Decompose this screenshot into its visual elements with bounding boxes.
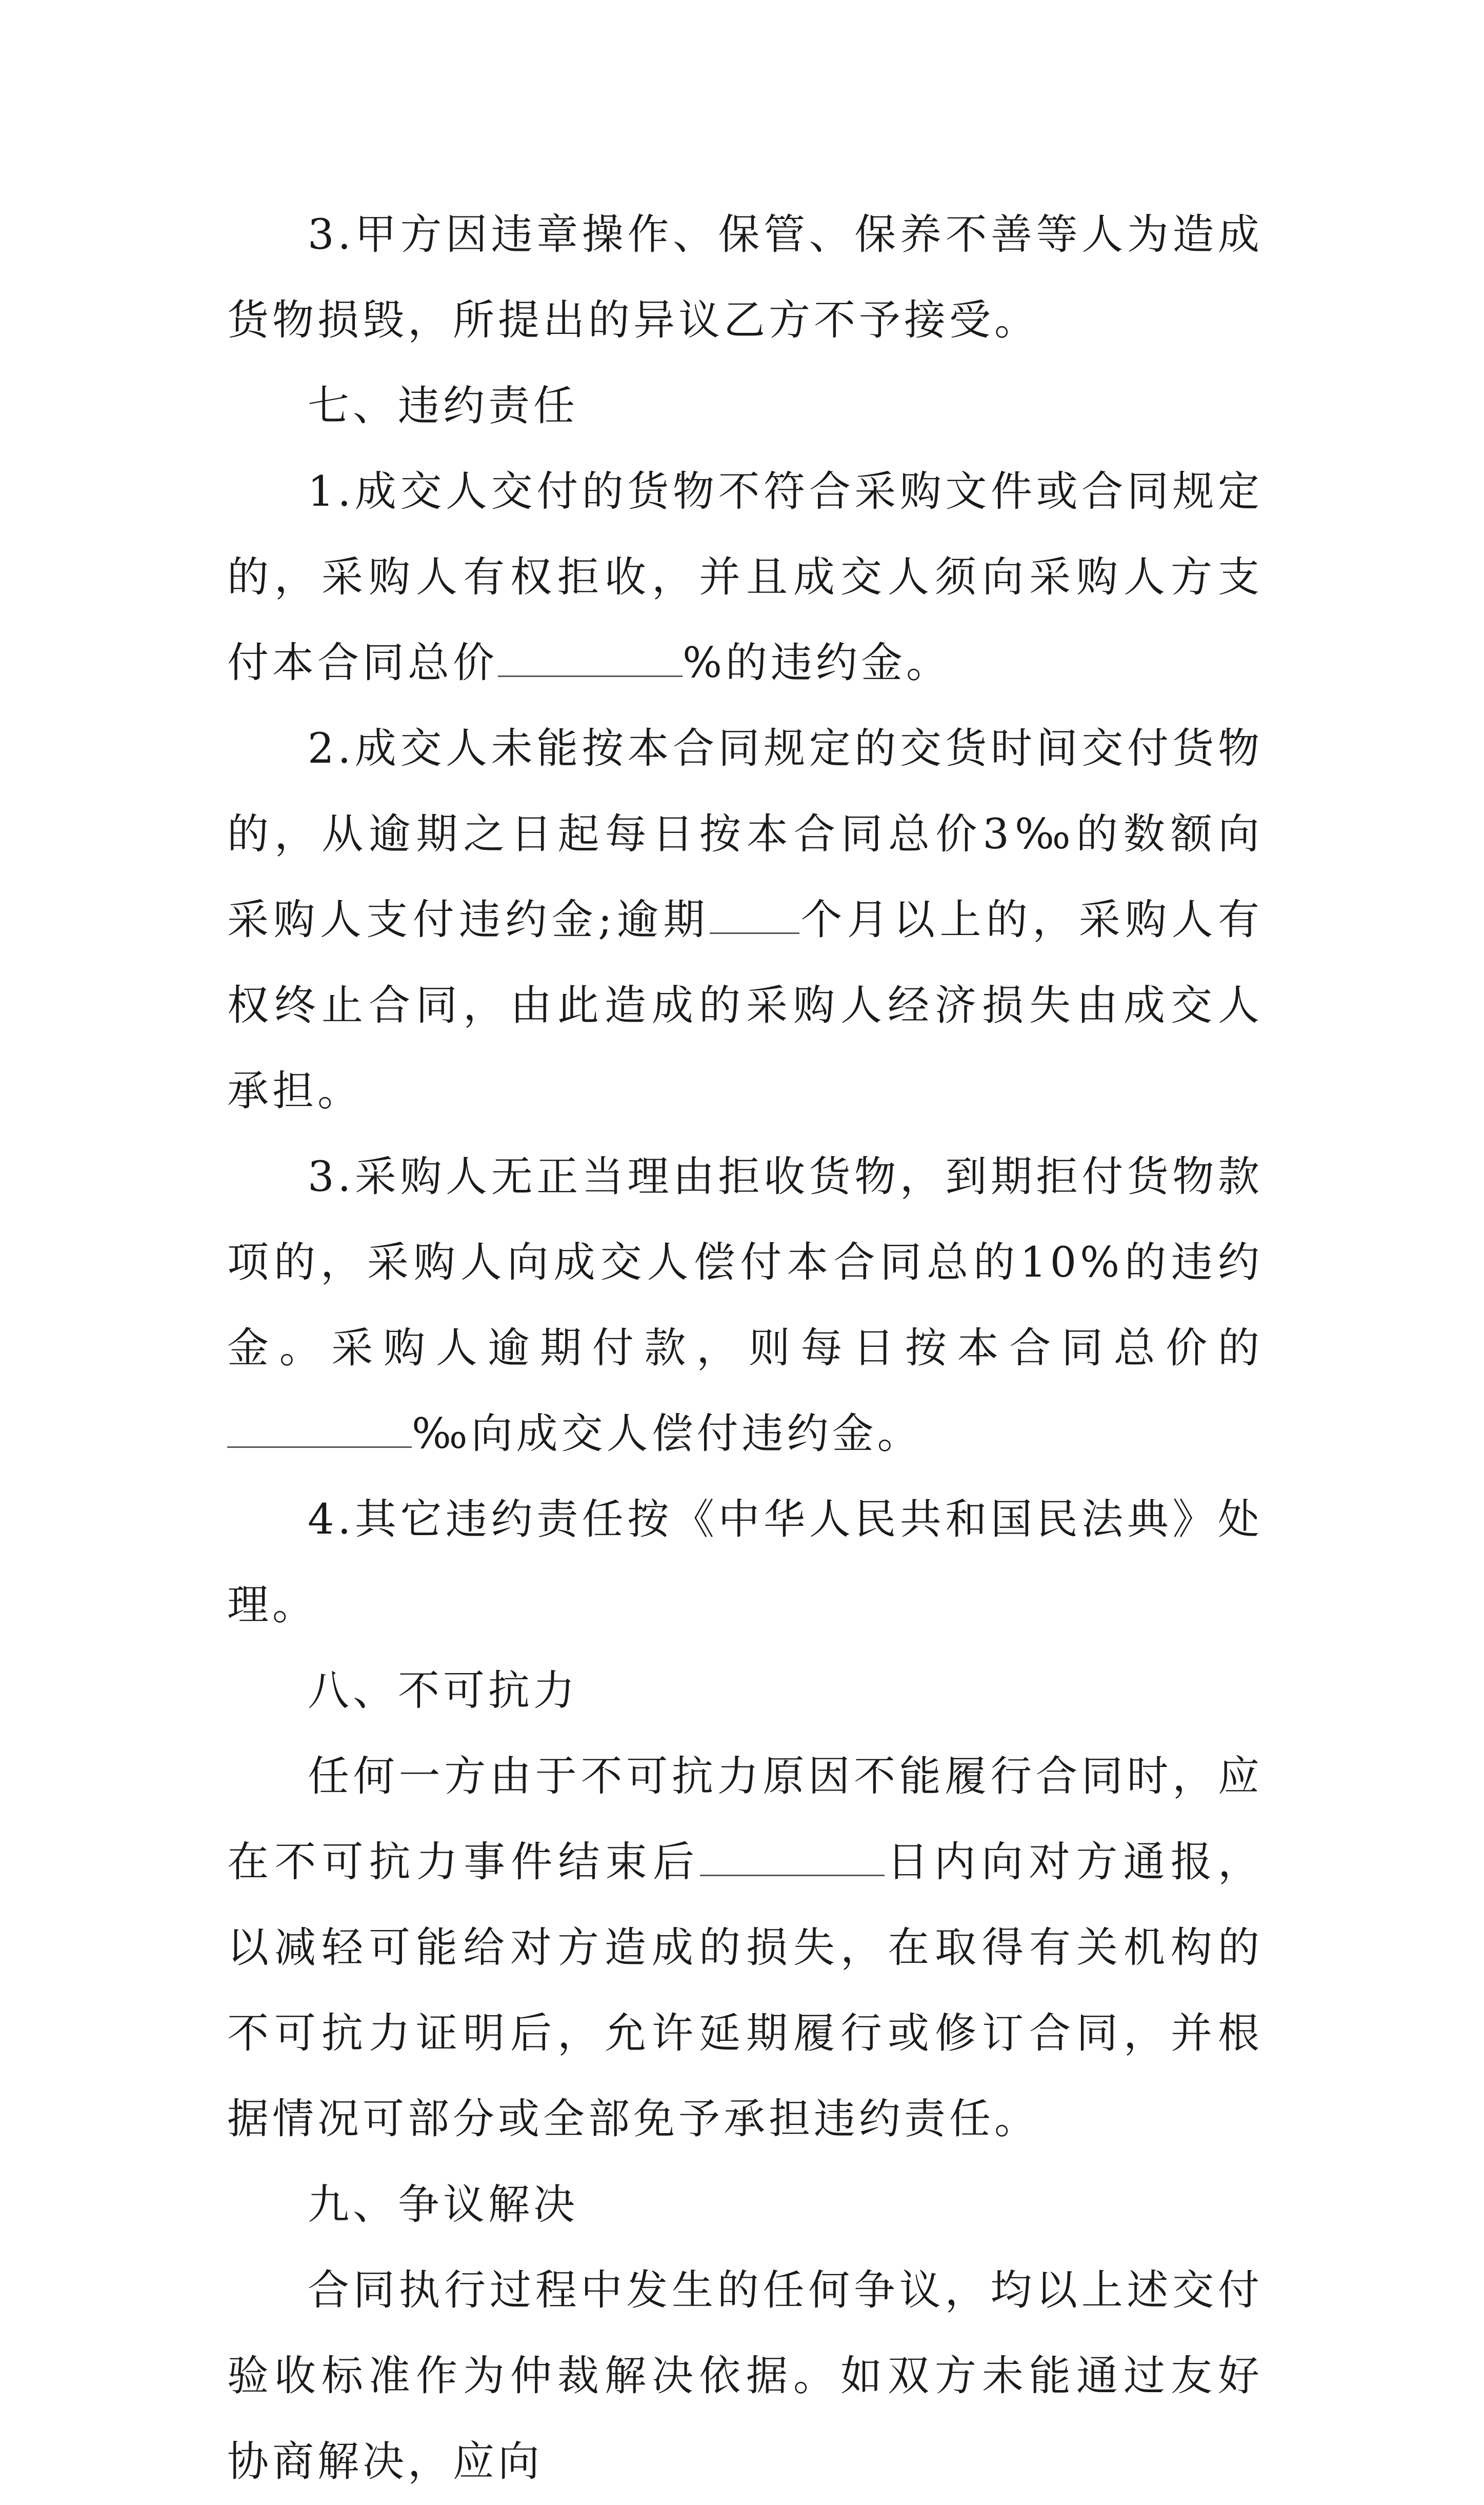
paragraph-text: 八、不可抗力 (308, 1667, 579, 1715)
paragraph-p1 (227, 192, 1263, 364)
paragraph-text: 九、争议解决 (308, 2181, 579, 2229)
paragraph-p10 (227, 2248, 1263, 2505)
fill-in-blank (498, 636, 683, 677)
paragraph-text: 七、违约责任 (308, 382, 579, 430)
fill-in-blank (700, 1835, 885, 1876)
paragraph-text: ‰向成交人偿付违约金。 (412, 1410, 923, 1458)
paragraph-p4 (227, 706, 1263, 1135)
paragraph-text: 日内向对方通报，以减轻可能给对方造成的损失，在取得有关机构的不可抗力证明后，允许延期履行或修订合同，并根据情况可部分或全部免予承担违约责任。 (227, 1838, 1263, 2143)
paragraph-p5 (227, 1135, 1263, 1477)
fill-in-blank (710, 893, 799, 934)
paragraph-text: 任何一方由于不可抗力原因不能履行合同时，应在不可抗力事件结束后 (227, 1753, 1263, 1886)
paragraph-text: 3.甲方因违章操作、保管、保养不善等人为造成货物损毁，所提出的异议乙方不予接受。 (227, 211, 1263, 345)
paragraph-text: 3.采购人无正当理由拒收货物，到期拒付货物款项的，采购人向成交人偿付本合同总的10%的违约金。采购人逾期付款，则每日按本合同总价的 (227, 1153, 1263, 1373)
paragraph-p6 (227, 1477, 1263, 1648)
paragraph-p7 (227, 1648, 1263, 1734)
paragraph-text: 4.其它违约责任按《中华人民共和国民法典》处理。 (227, 1496, 1263, 1629)
paragraph-text: 个月以上的，采购人有权终止合同，由此造成的采购人经济损失由成交人承担。 (227, 896, 1263, 1116)
paragraph-text: 合同执行过程中发生的任何争议，均以上述交付验收标准作为仲裁解决依据。如双方未能通过友好协商解决，应向 (227, 2267, 1263, 2486)
paragraph-p8 (227, 1734, 1263, 2162)
paragraph-p2 (227, 364, 1263, 449)
paragraph-text: 1.成交人交付的货物不符合采购文件或合同规定的，采购人有权拒收，并且成交人须向采购人方支付本合同总价 (227, 468, 1263, 687)
paragraph-text: 2.成交人未能按本合同规定的交货时间交付货物的，从逾期之日起每日按本合同总价3‰的数额向采购人支付违约金;逾期 (227, 725, 1263, 944)
paragraph-p9 (227, 2162, 1263, 2248)
paragraph-text: %的违约金。 (683, 639, 951, 687)
paragraph-p3 (227, 449, 1263, 706)
fill-in-blank (227, 1407, 412, 1448)
document-body (227, 192, 1263, 2505)
